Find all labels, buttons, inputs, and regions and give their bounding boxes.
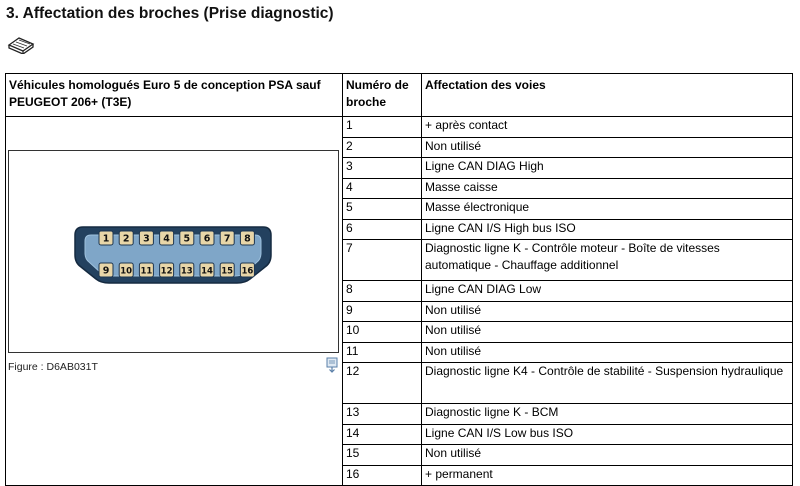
table-header-row xyxy=(6,74,793,117)
pin-number: 2 xyxy=(343,137,422,158)
pin-number: 4 xyxy=(343,178,422,199)
header-vehicles: Véhicules homologués Euro 5 de conception PSA sauf PEUGEOT 206+ (T3E) xyxy=(6,74,343,117)
pin-assignment: + après contact xyxy=(422,117,793,138)
table-row xyxy=(6,117,793,138)
connector-pin-label: 10 xyxy=(120,266,133,277)
connector-pin-label: 12 xyxy=(160,266,173,277)
page-title: 3. Affectation des broches (Prise diagnostic) xyxy=(6,5,334,22)
figure-caption: Figure : D6AB031T xyxy=(8,361,98,373)
pin-assignment: Masse caisse xyxy=(422,178,793,199)
pin-number: 7 xyxy=(343,240,422,281)
pin-assignment: Diagnostic ligne K - Contrôle moteur - Boîte de vitesses automatique - Chauffage additionnel xyxy=(422,240,793,281)
pin-number: 8 xyxy=(343,281,422,302)
pin-number: 15 xyxy=(343,445,422,466)
connector-pin-label: 8 xyxy=(244,233,251,245)
figure-cell xyxy=(6,117,343,486)
pin-assignment: Ligne CAN DIAG Low xyxy=(422,281,793,302)
header-assignment: Affectation des voies xyxy=(422,74,793,117)
connector-pin-label: 7 xyxy=(223,233,231,245)
pin-number: 3 xyxy=(343,158,422,179)
table-body xyxy=(6,117,793,486)
connector-pin-label: 11 xyxy=(140,266,153,277)
connector-pin-label: 16 xyxy=(241,266,254,277)
pin-assignment: Non utilisé xyxy=(422,342,793,363)
connector-pin-label: 6 xyxy=(203,233,211,245)
pin-assignment: Ligne CAN I/S High bus ISO xyxy=(422,219,793,240)
connector-pin-label: 15 xyxy=(221,266,234,277)
pin-number: 1 xyxy=(343,117,422,138)
connector-pin-label: 9 xyxy=(102,265,110,277)
pin-number: 16 xyxy=(343,465,422,486)
pin-assignment: Diagnostic ligne K - BCM xyxy=(422,404,793,425)
pin-number: 6 xyxy=(343,219,422,240)
pin-assignment: Non utilisé xyxy=(422,445,793,466)
pin-assignment: Ligne CAN DIAG High xyxy=(422,158,793,179)
connector-pin-label: 4 xyxy=(163,233,170,245)
book-icon[interactable] xyxy=(6,36,36,54)
pin-number: 13 xyxy=(343,404,422,425)
pin-number: 12 xyxy=(343,363,422,404)
pin-number: 11 xyxy=(343,342,422,363)
pin-assignment: Non utilisé xyxy=(422,322,793,343)
figure-view-icon[interactable] xyxy=(326,357,338,373)
pin-assignment: + permanent xyxy=(422,465,793,486)
pin-number: 14 xyxy=(343,424,422,445)
pin-number: 10 xyxy=(343,322,422,343)
figure-frame[interactable] xyxy=(8,150,339,353)
connector-pin-label: 5 xyxy=(183,233,191,245)
connector-pin-label: 2 xyxy=(122,233,130,245)
connector-pin-label: 3 xyxy=(143,233,150,245)
obd-connector-figure xyxy=(9,151,338,352)
connector-pin-label: 13 xyxy=(180,266,193,277)
connector-pin-label: 14 xyxy=(201,266,213,277)
connector-pin-label: 1 xyxy=(102,233,110,245)
pin-assignment-table xyxy=(5,73,793,486)
pin-assignment: Non utilisé xyxy=(422,301,793,322)
header-pin-number: Numéro de broche xyxy=(343,74,422,117)
pin-assignment: Masse électronique xyxy=(422,199,793,220)
pin-assignment: Ligne CAN I/S Low bus ISO xyxy=(422,424,793,445)
pin-number: 5 xyxy=(343,199,422,220)
pin-number: 9 xyxy=(343,301,422,322)
pin-assignment: Non utilisé xyxy=(422,137,793,158)
pin-assignment: Diagnostic ligne K4 - Contrôle de stabilité - Suspension hydraulique xyxy=(422,363,793,404)
